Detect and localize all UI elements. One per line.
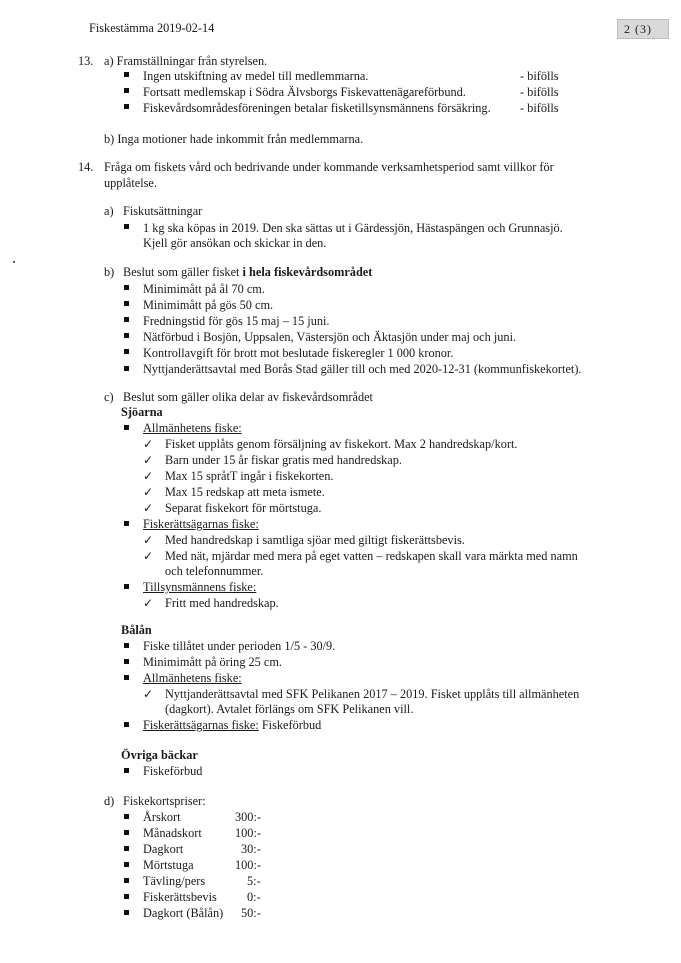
price-name: Dagkort (Bålån)	[143, 906, 224, 920]
list-item: Fiskevårdsområdesföreningen betalar fisketillsynsmännens försäkring.	[143, 101, 491, 115]
price-name: Årskort	[143, 810, 181, 824]
status-label: - bifölls	[520, 101, 559, 115]
list-item: Fiskeförbud	[143, 764, 203, 778]
group-label: Fiskerättsägarnas fiske:	[143, 517, 259, 531]
section-13-number: 13.	[78, 54, 94, 68]
list-item: Fortsatt medlemskap i Södra Älvsborgs Fiskevattenägareförbund.	[143, 85, 466, 99]
header-title: Fiskestämma 2019-02-14	[89, 21, 215, 35]
bullet-square	[124, 830, 129, 835]
page-number: 2 (3)	[624, 22, 652, 36]
check-item: Med nät, mjärdar med mera på eget vatten – redskapen skall vara märkta med namn	[165, 549, 578, 563]
status-label: - bifölls	[520, 85, 559, 99]
checkmark-icon: ✓	[143, 687, 154, 701]
sub-title-text: Beslut som gäller fisket	[123, 265, 243, 279]
price-value: 100:-	[235, 826, 261, 840]
bullet-square	[124, 349, 129, 354]
bullet-square	[124, 285, 129, 290]
heading-ovriga: Övriga bäckar	[121, 748, 198, 762]
sub-title: Beslut som gäller olika delar av fiskevårdsområdet	[123, 390, 373, 404]
group-label: Tillsynsmännens fiske:	[143, 580, 257, 594]
sub-letter: a)	[104, 204, 114, 218]
check-item-cont: och telefonnummer.	[165, 564, 264, 578]
list-item: 1 kg ska köpas in 2019. Den ska sättas ut i Gärdessjön, Hästaspängen och Grunnasjö.	[143, 221, 563, 235]
price-value: 50:-	[241, 906, 261, 920]
bullet-square	[124, 768, 129, 773]
check-item: Barn under 15 år fiskar gratis med handredskap.	[165, 453, 402, 467]
bullet-square	[124, 722, 129, 727]
sub-title: Fiskekortspriser:	[123, 794, 206, 808]
group-label: Fiskerättsägarnas fiske:	[143, 718, 259, 732]
bullet-square	[124, 846, 129, 851]
group-label: Allmänhetens fiske:	[143, 421, 242, 435]
bullet-square	[124, 72, 129, 77]
checkmark-icon: ✓	[143, 533, 154, 547]
price-name: Tävling/pers	[143, 874, 206, 888]
checkmark-icon: ✓	[143, 501, 154, 515]
bullet-square	[124, 224, 129, 229]
bullet-square	[124, 333, 129, 338]
list-item: Minimimått på ål 70 cm.	[143, 282, 265, 296]
heading-balan: Bålån	[121, 623, 152, 637]
checkmark-icon: ✓	[143, 596, 154, 610]
bullet-square	[124, 317, 129, 322]
price-value: 0:-	[247, 890, 261, 904]
list-item: Fredningstid för gös 15 maj – 15 juni.	[143, 314, 330, 328]
section-13b-text: b) Inga motioner hade inkommit från medlemmarna.	[104, 132, 364, 146]
heading-sjoarna: Sjöarna	[121, 405, 163, 419]
price-name: Dagkort	[143, 842, 184, 856]
checkmark-icon: ✓	[143, 453, 154, 467]
section-14-number: 14.	[78, 160, 94, 174]
bullet-square	[124, 894, 129, 899]
check-item: Fisket upplåts genom försäljning av fiskekort. Max 2 handredskap/kort.	[165, 437, 518, 451]
list-item: Ingen utskiftning av medel till medlemmarna.	[143, 69, 369, 83]
scan-speck	[13, 261, 15, 263]
check-item-cont: (dagkort). Avtalet förlängs om SFK Pelikanen vill.	[165, 702, 414, 716]
list-item: Minimimått på gös 50 cm.	[143, 298, 274, 312]
sub-title: Fiskutsättningar	[123, 204, 203, 218]
status-label: - bifölls	[520, 69, 559, 83]
check-item: Separat fiskekort för mörtstuga.	[165, 501, 322, 515]
check-item: Nyttjanderättsavtal med SFK Pelikanen 2017 – 2019. Fisket upplåts till allmänheten	[165, 687, 580, 701]
checkmark-icon: ✓	[143, 485, 154, 499]
bullet-square	[124, 910, 129, 915]
sub-letter: b)	[104, 265, 115, 279]
bullet-square	[124, 88, 129, 93]
bullet-square	[124, 643, 129, 648]
bullet-square	[124, 301, 129, 306]
checkmark-icon: ✓	[143, 549, 154, 563]
bullet-square	[124, 584, 129, 589]
price-name: Fiskerättsbevis	[143, 890, 217, 904]
section-14-title-cont: upplåtelse.	[104, 176, 157, 190]
price-value: 5:-	[247, 874, 261, 888]
bullet-square	[124, 366, 129, 371]
price-value: 30:-	[241, 842, 261, 856]
checkmark-icon: ✓	[143, 469, 154, 483]
group-value: Fiskeförbud	[258, 718, 322, 732]
bullet-square	[124, 659, 129, 664]
section-14-title: Fråga om fiskets vård och bedrivande under kommande verksamhetsperiod samt villkor för	[104, 160, 554, 174]
list-item: Nätförbud i Bosjön, Uppsalen, Västersjön och Äktasjön under maj och juni.	[143, 330, 517, 344]
list-item: Kontrollavgift för brott mot beslutade fiskeregler 1 000 kronor.	[143, 346, 454, 360]
price-value: 100:-	[235, 858, 261, 872]
list-item-cont: Kjell gör ansökan och skickar in den.	[143, 236, 327, 250]
check-item: Max 15 språtT ingår i fiskekorten.	[165, 469, 334, 483]
bullet-square	[124, 521, 129, 526]
list-item: Minimimått på öring 25 cm.	[143, 655, 283, 669]
checkmark-icon: ✓	[143, 437, 154, 451]
section-13a-title: a) Framställningar från styrelsen.	[104, 54, 268, 68]
sub-letter: c)	[104, 390, 114, 404]
bullet-square	[124, 862, 129, 867]
sub-title	[123, 266, 372, 278]
bullet-square	[124, 878, 129, 883]
list-item: Nyttjanderättsavtal med Borås Stad gäller till och med 2020-12-31 (kommunfiskekortet).	[143, 362, 582, 376]
check-item: Fritt med handredskap.	[165, 596, 279, 610]
check-item: Max 15 redskap att meta ismete.	[165, 485, 325, 499]
list-item: Fiske tillåtet under perioden 1/5 - 30/9.	[143, 639, 336, 653]
price-name: Mörtstuga	[143, 858, 194, 872]
group-label-line	[143, 719, 321, 731]
sub-title-bold: i hela fiskevårdsområdet	[242, 265, 373, 279]
check-item: Med handredskap i samtliga sjöar med giltigt fiskerättsbevis.	[165, 533, 465, 547]
price-name: Månadskort	[143, 826, 202, 840]
sub-letter: d)	[104, 794, 115, 808]
bullet-square	[124, 675, 129, 680]
bullet-square	[124, 814, 129, 819]
bullet-square	[124, 425, 129, 430]
group-label: Allmänhetens fiske:	[143, 671, 242, 685]
bullet-square	[124, 104, 129, 109]
price-value: 300:-	[235, 810, 261, 824]
